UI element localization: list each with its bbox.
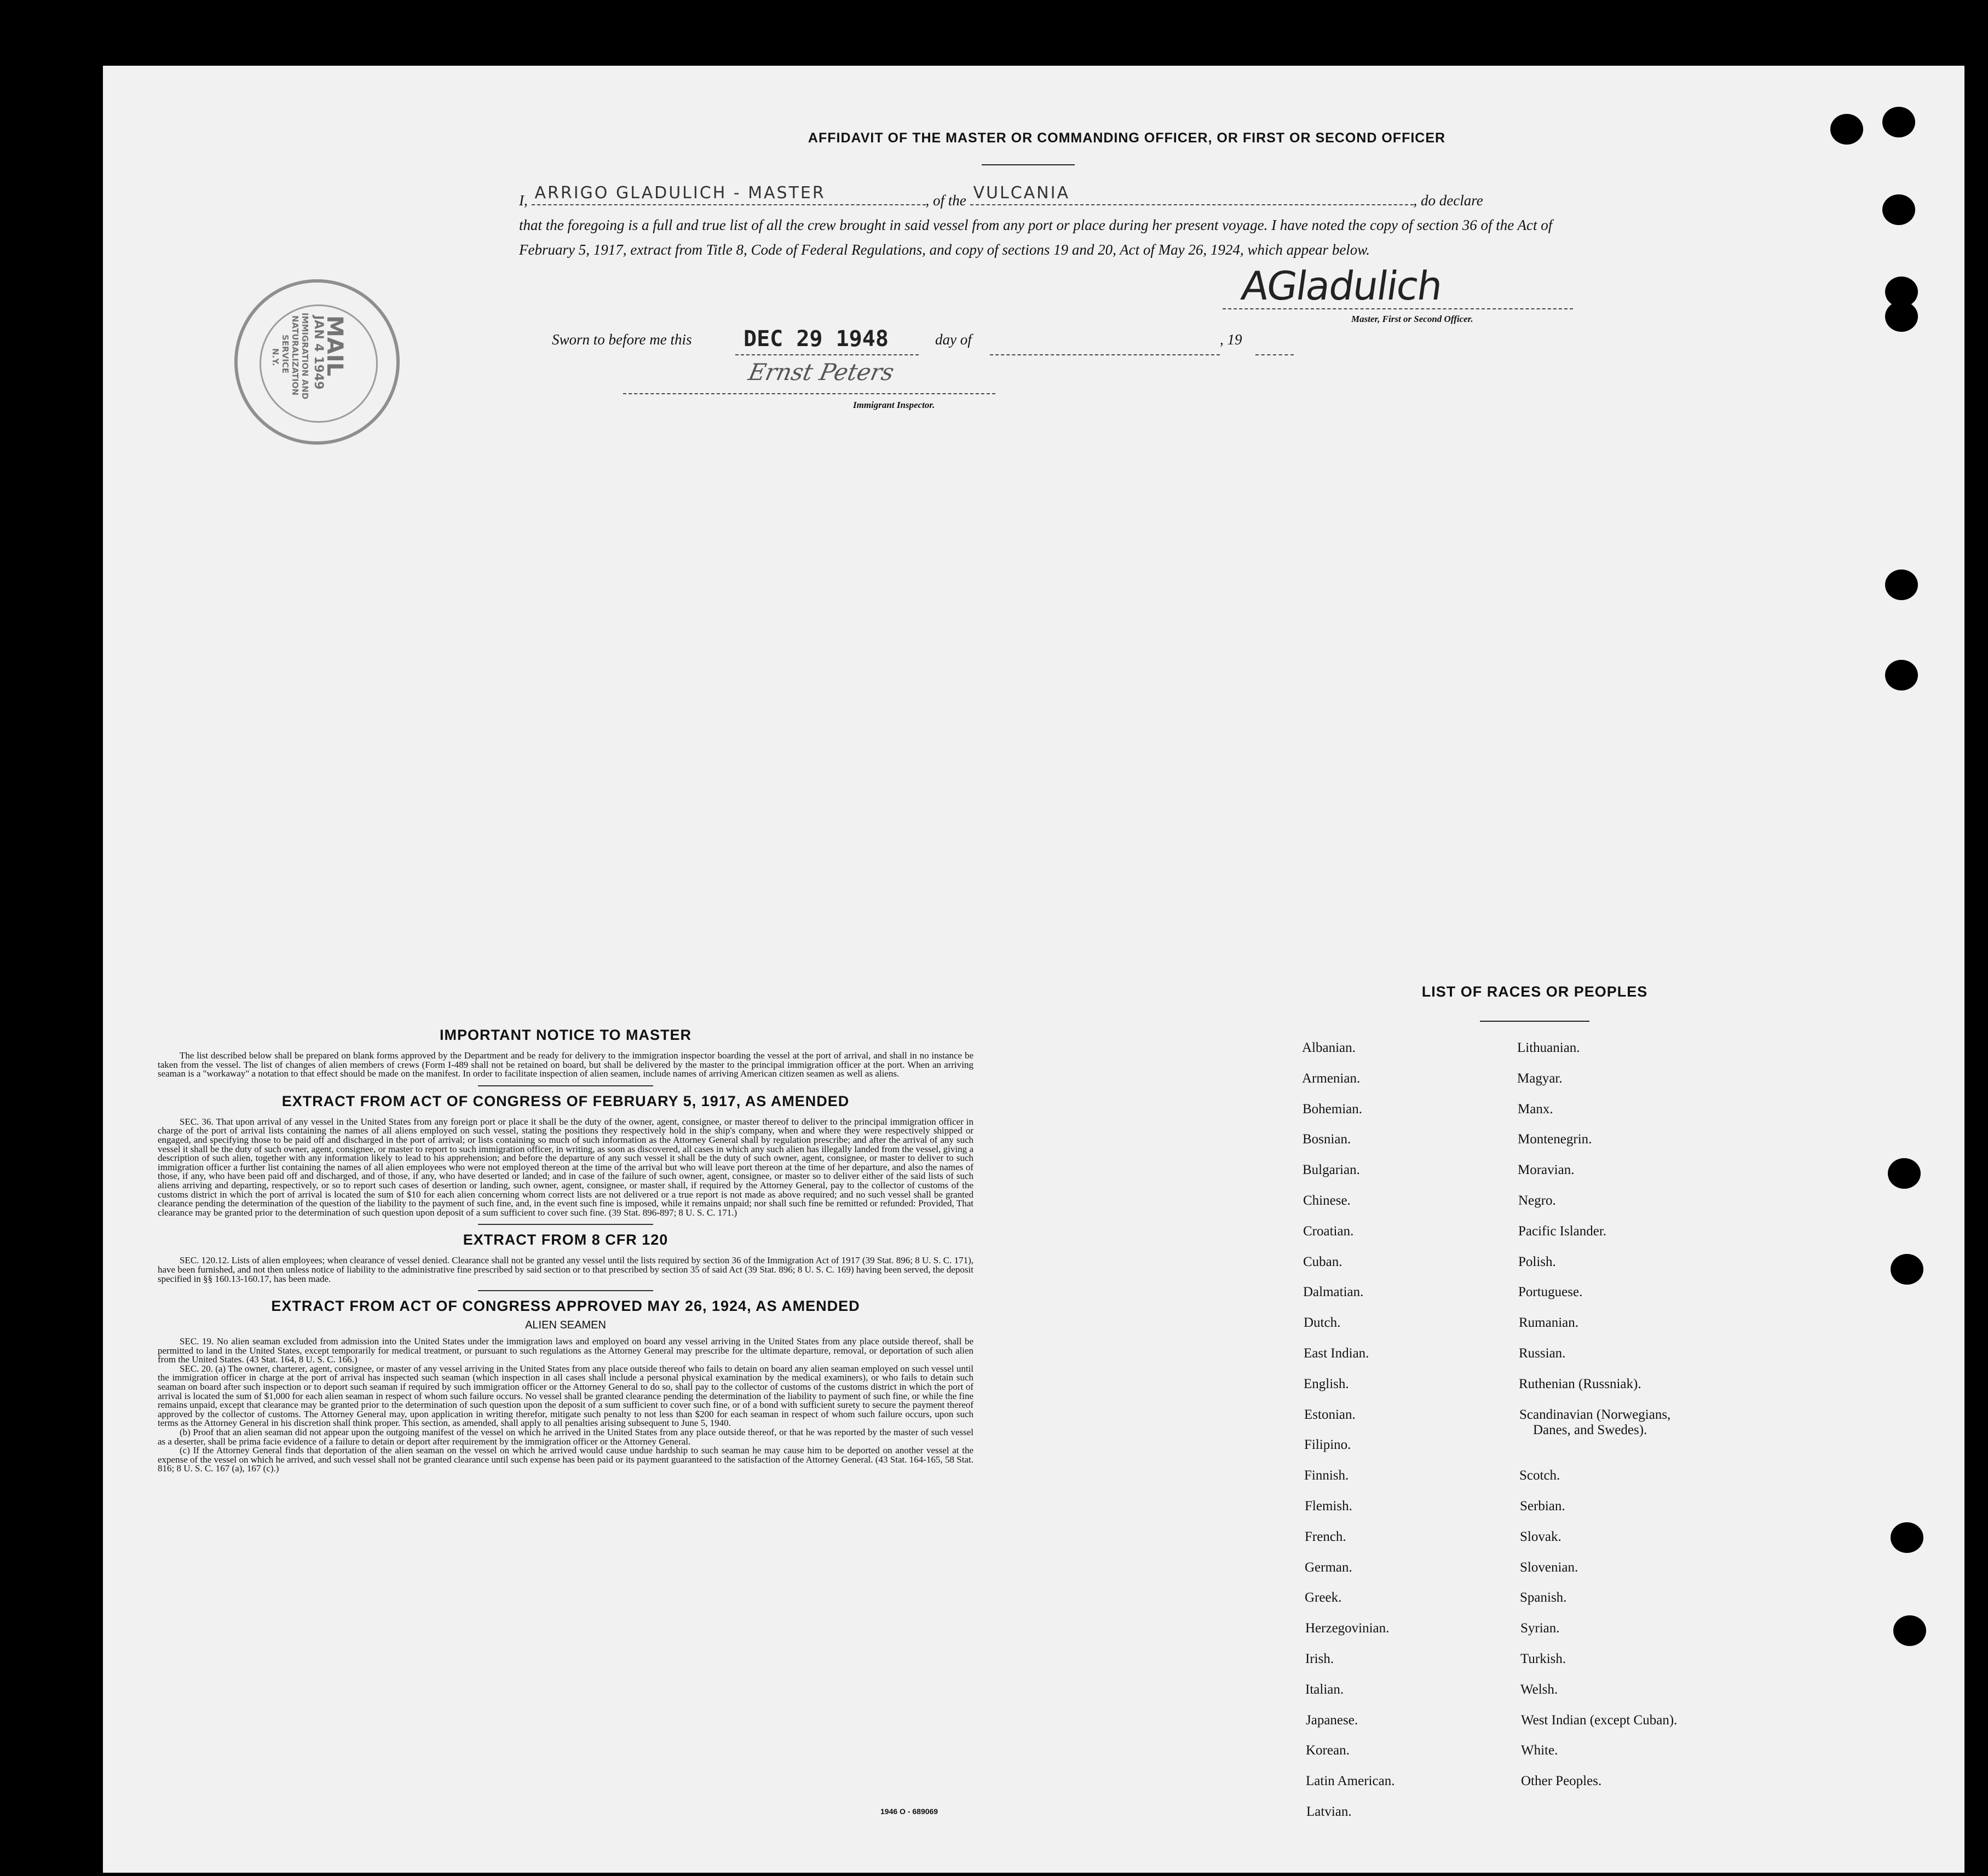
sec-20b-text: (b) Proof that an alien seaman did not appear upon the outgoing manifest of the vessel on which he arrived in the United States from any place outside thereof, or that he was reported by the master of such vessel as a deserter, shall be prima facie evidence of a failure to detain or deport after requirement by the immigration officer or the Attorney General. <box>158 1427 973 1447</box>
sworn-month-line <box>990 354 1220 355</box>
race-item: Korean. <box>1306 1743 1350 1758</box>
race-item: Italian. <box>1305 1682 1344 1697</box>
sec-20c-text: (c) If the Attorney General finds that deportation of the alien seaman on the vessel on which he arrived would cause undue hardship to such seaman he may cause him to be deported on another vessel at the expense of the vessel on which he arrived, and such vessel shall not be granted clearance until such expense has been paid or its payment guaranteed to the satisfaction of the Attorney General. (43 Stat. 164-165, 58 Stat. 816; 8 U. S. C. 167 (a), 167 (c).) <box>158 1445 973 1474</box>
notice-text: The list described below shall be prepared on blank forms approved by the Department and be ready for delivery to the immigration inspector boarding the vessel at the port of arrival, and shall in no instance be taken from the vessel. The list of changes of alien members of crews (Form I-489 shall not be retained on board, but shall be delivered by the master to the principal immigration officer at the port. When an arriving seaman is a "workaway" a notation to that effect should be made on the manifest. In order to facilitate inspection of alien seamen, include names of arriving American citizen seamen as well as aliens. <box>158 1050 973 1079</box>
race-item: Dalmatian. <box>1303 1285 1364 1300</box>
race-item: Negro. <box>1518 1193 1556 1208</box>
punch-hole <box>1882 194 1915 225</box>
sworn-prefix: Sworn to before me this <box>552 331 692 348</box>
title-rule <box>982 164 1075 165</box>
race-item: Latvian. <box>1306 1804 1352 1819</box>
race-item: Turkish. <box>1520 1651 1566 1666</box>
document-page <box>103 66 1964 1873</box>
race-item: Polish. <box>1518 1254 1556 1269</box>
mail-received-stamp <box>234 279 400 445</box>
race-item: Chinese. <box>1303 1193 1351 1208</box>
punch-hole <box>1893 1615 1926 1646</box>
master-name: ARRIGO GLADULICH - MASTER <box>534 183 826 203</box>
sworn-line <box>552 331 692 348</box>
race-item: Armenian. <box>1302 1071 1361 1086</box>
race-item: Welsh. <box>1520 1682 1558 1697</box>
declaration-prefix: I, <box>519 192 528 209</box>
race-item: Lithuanian. <box>1517 1040 1580 1055</box>
race-item: Scotch. <box>1519 1468 1560 1483</box>
signature-caption: Master, First or Second Officer. <box>1351 314 1473 324</box>
punch-hole <box>1882 107 1915 137</box>
races-rule <box>1480 1021 1589 1022</box>
punch-hole <box>1885 569 1918 600</box>
race-item: Herzegovinian. <box>1305 1621 1390 1636</box>
declaration-line-1 <box>519 183 1559 213</box>
race-item: Slovak. <box>1520 1529 1561 1544</box>
sworn-day-of: day of <box>935 331 972 348</box>
race-item: Slovenian. <box>1520 1560 1578 1575</box>
extract-cfr-text: SEC. 120.12. Lists of alien employees; when clearance of vessel denied. Clearance shall not be granted any vessel until the lists required by section 36 of the Immigration Act of 1917 (39 Stat. 896; 8 U. S. C. 171), have been furnished, and not then unless notice of liability to the administrative fine prescribed by said section or to that prescribed by section 35 of said Act (39 Stat. 896; 8 U. S. C. 169) having been served, the deposit specified in §§ 160.13-160.17, has been made. <box>158 1255 973 1284</box>
race-item: Irish. <box>1305 1651 1334 1666</box>
race-item: Cuban. <box>1303 1254 1342 1269</box>
inspector-signature: Ernst Peters <box>746 359 897 385</box>
signature-line <box>1223 308 1573 309</box>
race-item: French. <box>1305 1529 1346 1544</box>
declaration-body: that the foregoing is a full and true list of all the crew brought in said vessel from any port or place during her present voyage. I have noted the copy of section 36 of the Act of February 5, 1917, extract from Title 8, Code of Federal Regulations, and copy of sections 19 and 20, Act of May 26, 1924, which appear below. <box>519 217 1553 258</box>
race-item: Portuguese. <box>1518 1285 1583 1300</box>
sec-19-text: SEC. 19. No alien seaman excluded from admission into the United States under the immigration laws and employed on board any vessel arriving in the United States from any place outside thereof, shall be permitted to land in the United States, except temporarily for medical treatment, or pursuant to such regulations as the Attorney General may prescribe for the ultimate departure, removal, or deportation of such alien from the United States. (43 Stat. 164, 8 U. S. C. 166.) <box>158 1336 973 1365</box>
sworn-year-line <box>1255 354 1294 355</box>
legal-notices <box>158 1027 973 1474</box>
stamp-word: MAIL <box>322 315 347 377</box>
race-item: Moravian. <box>1518 1163 1575 1178</box>
race-item: White. <box>1521 1743 1558 1758</box>
declaration-do-declare: , do declare <box>1413 192 1483 209</box>
vessel-name: VULCANIA <box>973 183 1070 203</box>
affidavit-title: AFFIDAVIT OF THE MASTER OR COMMANDING OFFICER, OR FIRST OR SECOND OFFICER <box>808 130 1446 146</box>
race-item: Bohemian. <box>1303 1101 1363 1117</box>
extract-1917-text: SEC. 36. That upon arrival of any vessel in the United States from any foreign port or place it shall be the duty of the owner, agent, consignee, or master thereof to deliver to the principal immigration officer in charge of the port of arrival lists containing the names of all aliens employed on such vessel, stating the positions they respectively hold in the ship's company, when and where they were respectively shipped or engaged, and specifying those to be paid off and discharged in the port of arrival; or lists containing so much of such information as the Attorney General shall by regulation prescribe; and after the arrival of any such vessel it shall be the duty of such owner, agent, consignee, or master to report to such immigration officer, in writing, as soon as discovered, all cases in which any such alien has illegally landed from the vessel, giving a description of such alien, together with any information likely to lead to his apprehension; and before the departure of any such vessel it shall be the duty of such owner, agent, consignee, or master to deliver to such immigration officer a further list containing the names of all alien employees who were not employed thereon at the time of the arrival but who will leave port thereon at the time of her departure, and also the names of those, if any, who have been paid off and discharged, and of those, if any, who have deserted or landed; and in case of the failure of such owner, agent, consignee, or master so to deliver either of the said lists of such aliens arriving and departing, respectively, or so to report such cases of desertion or landing, such owner, agent, consignee, or master shall, if required by the Attorney General, pay to the collector of customs of the customs district in which the port of arrival is located the sum of $10 for each alien concerning whom correct lists are not delivered or a true report is not made as above required; and no such vessel shall be granted clearance pending the determination of the question of the liability to the payment of such fine, and, in the event such fine is imposed, while it remains unpaid; nor shall such fine be remitted or refunded: Provided, That clearance may be granted prior to the determination of such question upon deposit of a sum sufficient to cover such fine. (39 Stat. 896-897; 8 U. S. C. 171.) <box>158 1116 973 1218</box>
master-signature: AGladulich <box>1238 263 1445 309</box>
race-item: Spanish. <box>1520 1590 1567 1605</box>
punch-hole <box>1885 660 1918 690</box>
extract-1924-subtitle: ALIEN SEAMEN <box>525 1319 606 1332</box>
race-item: Serbian. <box>1520 1499 1565 1514</box>
race-item: Filipino. <box>1304 1437 1351 1453</box>
race-item: Albanian. <box>1302 1040 1356 1055</box>
stamp-line-3: SERVICE <box>280 335 290 374</box>
race-item: Montenegrin. <box>1518 1132 1592 1147</box>
inspector-line <box>623 393 995 394</box>
race-item: Japanese. <box>1306 1712 1358 1728</box>
race-item: Magyar. <box>1517 1071 1563 1086</box>
master-name-field <box>532 183 926 205</box>
race-item: Other Peoples. <box>1521 1774 1602 1789</box>
notice-title: IMPORTANT NOTICE TO MASTER <box>440 1027 692 1043</box>
race-item: Estonian. <box>1304 1407 1356 1422</box>
stamp-line-2: NATURALIZATION <box>290 315 300 396</box>
race-item: Greek. <box>1305 1590 1342 1605</box>
extract-1917-title: EXTRACT FROM ACT OF CONGRESS OF FEBRUARY 5, 1917, AS AMENDED <box>281 1092 850 1109</box>
inspector-caption: Immigrant Inspector. <box>853 400 935 410</box>
sworn-year: , 19 <box>1220 331 1242 348</box>
race-item: Syrian. <box>1520 1621 1560 1636</box>
race-item: English. <box>1304 1376 1349 1391</box>
stamp-line-4: N.Y. <box>270 348 280 366</box>
race-item: Scandinavian (Norwegians, Danes, and Swedes). <box>1519 1407 1671 1437</box>
declaration-of-the: , of the <box>925 192 966 209</box>
race-item: Bosnian. <box>1303 1132 1351 1147</box>
stamp-date: JAN 4 1949 <box>312 315 325 390</box>
vessel-name-field <box>970 183 1414 205</box>
race-item: Ruthenian (Russniak). <box>1519 1376 1641 1391</box>
race-item: West Indian (except Cuban). <box>1521 1712 1678 1728</box>
race-item: Manx. <box>1518 1101 1553 1117</box>
section-rule <box>478 1290 653 1291</box>
extract-1924-title: EXTRACT FROM ACT OF CONGRESS APPROVED MAY 26, 1924, AS AMENDED <box>271 1298 860 1315</box>
section-rule <box>478 1224 653 1225</box>
races-title: LIST OF RACES OR PEOPLES <box>1421 983 1648 1000</box>
punch-hole <box>1891 1522 1923 1553</box>
print-code: 1946 O - 689069 <box>880 1807 938 1816</box>
stamp-line-1: IMMIGRATION AND <box>300 313 310 400</box>
race-item: East Indian. <box>1304 1346 1369 1361</box>
race-item: Russian. <box>1519 1346 1566 1361</box>
declaration <box>519 183 1559 262</box>
race-item: Pacific Islander. <box>1518 1223 1607 1239</box>
race-item: Finnish. <box>1304 1468 1349 1483</box>
sworn-date-line <box>735 354 919 355</box>
race-item: Latin American. <box>1306 1774 1395 1789</box>
race-item: Flemish. <box>1305 1499 1352 1514</box>
punch-hole <box>1888 1158 1921 1189</box>
race-item: Bulgarian. <box>1303 1163 1360 1178</box>
sworn-date-stamp: DEC 29 1948 <box>744 326 889 352</box>
punch-hole <box>1830 114 1863 145</box>
race-item: German. <box>1305 1560 1352 1575</box>
extract-cfr-title: EXTRACT FROM 8 CFR 120 <box>463 1232 669 1248</box>
sec-20a-text: SEC. 20. (a) The owner, charterer, agent, consignee, or master of any vessel arriving in the United States from any place outside thereof who fails to detain on board any alien seaman employed on such vessel until the immigration officer in charge at the port of arrival has inspected such seaman (which inspection in all cases shall include a personal physical examination by the medical examiners), or who fails to detain such seaman on board after such inspection or to deport such seaman if required by such immigration officer or the Attorney General to do so, shall pay to the collector of customs of the customs district in which the port of arrival is located the sum of $1,000 for each alien seaman in respect of whom such failure occurs. No vessel shall be granted clearance pending the determination of the liability to payment of such fine, or while the fine remains unpaid, except that clearance may be granted prior to the determination of such question upon the deposit of a sum sufficient to cover such fine, or of a bond with sufficient surety to secure the payment thereof approved by the collector of customs. The Attorney General may, upon application in writing therefor, mitigate such penalty to not less than $200 for each seaman in respect of whom such failure occurs, upon such terms as the Attorney General in his discretion shall think proper. This section, as amended, shall apply to all penalties arising subsequent to June 5, 1940. <box>158 1363 973 1429</box>
race-item: Dutch. <box>1304 1315 1341 1331</box>
section-rule <box>478 1085 653 1086</box>
punch-hole <box>1891 1254 1923 1285</box>
punch-hole <box>1885 301 1918 332</box>
race-item: Rumanian. <box>1519 1315 1579 1331</box>
race-item: Croatian. <box>1303 1223 1354 1239</box>
